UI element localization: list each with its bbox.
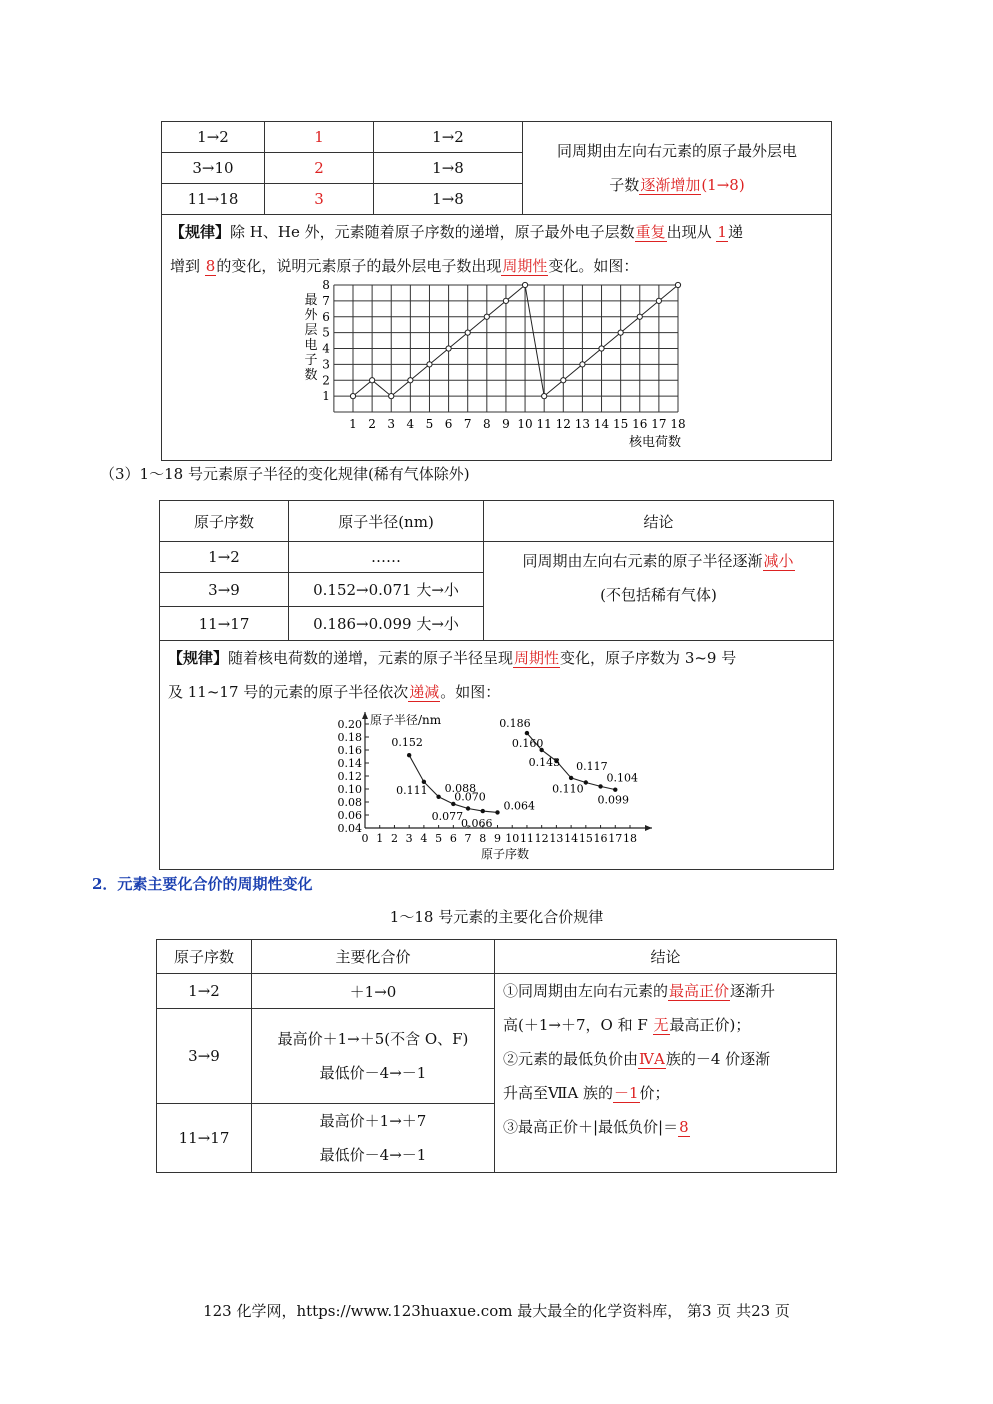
x-tick-label: 15: [578, 832, 593, 845]
table-cell: 11→17: [157, 1104, 252, 1173]
y-tick-label: 0.08: [337, 796, 362, 809]
radius-chart: [330, 710, 670, 865]
data-label: 0.110: [552, 782, 584, 796]
data-point: [484, 314, 489, 319]
x-tick-label: 16: [632, 417, 648, 431]
data-point: [561, 378, 566, 383]
conclusion-cell: 同周期由左向右元素的原子半径逐渐减小 (不包括稀有气体): [484, 542, 834, 641]
table-cell: 最高价＋1→＋7 最低价－4→－1: [252, 1104, 495, 1173]
table-cell: 3: [265, 184, 374, 215]
data-label: 0.064: [503, 799, 535, 813]
y-tick-label: 3: [322, 357, 330, 372]
data-label: 0.111: [396, 783, 428, 797]
data-label: 0.117: [576, 759, 608, 773]
x-tick-label: 10: [517, 417, 533, 431]
conclusion-cell: 同周期由左向右元素的原子最外层电 子数逐渐增加(1→8): [523, 122, 832, 215]
data-point: [427, 362, 432, 367]
x-axis-arrow: [645, 825, 652, 831]
data-point: [466, 806, 470, 810]
table-cell: 11→18: [162, 184, 265, 215]
x-tick-label: 12: [534, 832, 549, 845]
table-header: 原子序数: [160, 501, 289, 542]
x-tick-label: 6: [449, 832, 457, 845]
x-tick-label: 9: [502, 417, 510, 431]
data-label: 0.160: [511, 737, 544, 750]
x-tick-label: 10: [505, 832, 520, 845]
table-cell: 1→2: [160, 542, 289, 573]
data-label: 0.143: [528, 756, 561, 770]
x-tick-label: 8: [479, 832, 487, 845]
table-cell: 0.186→0.099 大→小: [289, 607, 484, 641]
table-cell: 1→8: [374, 184, 523, 215]
table-cell: ……: [289, 542, 484, 573]
data-point: [637, 314, 642, 319]
data-point: [675, 282, 680, 287]
x-tick-label: 5: [435, 832, 443, 845]
data-point: [598, 784, 602, 788]
x-tick-label: 1: [349, 417, 357, 431]
chart-ylabel: 原子半径/nm: [370, 713, 442, 727]
y-axis-arrow: [362, 712, 368, 719]
chart-ylabel: 最外层电子数: [304, 293, 318, 383]
data-point: [525, 731, 529, 735]
y-tick-label: 0.12: [337, 770, 362, 783]
x-tick-label: 0: [361, 832, 369, 845]
data-label: 0.152: [391, 736, 423, 750]
data-point: [436, 795, 440, 799]
data-point: [584, 780, 588, 784]
table-cell: 3→9: [157, 1009, 252, 1104]
data-point: [481, 809, 485, 813]
data-label: 0.186: [499, 717, 531, 731]
x-tick-label: 2: [390, 832, 398, 845]
x-tick-label: 14: [564, 832, 579, 845]
y-tick-label: 2: [322, 373, 330, 388]
data-point: [599, 346, 604, 351]
table-cell: 1: [265, 122, 374, 153]
y-tick-label: 1: [322, 389, 330, 404]
valence-table: [156, 939, 837, 1173]
data-point: [542, 394, 547, 399]
data-label: 0.088: [444, 781, 477, 795]
table-cell: 1→2: [162, 122, 265, 153]
data-label: 0.099: [597, 793, 630, 807]
data-label: 0.070: [454, 790, 486, 804]
data-point: [407, 753, 411, 757]
electron-chart: [295, 280, 695, 455]
data-label: 0.066: [461, 817, 493, 831]
data-point: [495, 810, 499, 814]
data-point: [613, 787, 617, 791]
y-tick-label: 6: [322, 309, 330, 324]
y-tick-label: 0.16: [337, 744, 362, 757]
y-tick-label: 7: [322, 293, 330, 308]
y-tick-label: 0.14: [337, 757, 362, 770]
y-tick-label: 8: [322, 280, 330, 292]
table-header: 结论: [495, 940, 837, 974]
x-tick-label: 14: [593, 417, 610, 431]
x-tick-label: 8: [483, 417, 491, 431]
x-tick-label: 1: [376, 832, 384, 845]
y-tick-label: 0.04: [337, 822, 362, 835]
x-tick-label: 17: [651, 417, 667, 431]
y-tick-label: 0.10: [337, 783, 362, 796]
x-tick-label: 17: [608, 832, 623, 845]
x-tick-label: 2: [368, 417, 376, 431]
table-cell: 11→17: [160, 607, 289, 641]
table-cell: 最高价＋1→＋5(不含 O、F) 最低价－4→－1: [252, 1009, 495, 1104]
section-title: （3）1～18 号元素原子半径的变化规律(稀有气体除外): [100, 465, 470, 483]
data-point: [465, 330, 470, 335]
table-header: 原子序数: [157, 940, 252, 974]
table-cell: 3→10: [162, 153, 265, 184]
data-point: [446, 346, 451, 351]
rule-cell: 【规律】除 H、He 外，元素随着原子序数的递增，原子最外电子层数重复出现从 1递 增到 8的变化，说明元素原子的最外层电子数出现周期性变化。如图：: [162, 215, 832, 461]
y-tick-label: 0.18: [337, 731, 362, 744]
x-tick-label: 16: [593, 832, 608, 845]
x-tick-label: 7: [464, 832, 472, 845]
table-cell: 3→9: [160, 573, 289, 607]
data-label: 0.104: [606, 771, 639, 785]
x-tick-label: 7: [463, 417, 472, 431]
data-point: [408, 378, 413, 383]
table-caption: 1～18 号元素的主要化合价规律: [389, 908, 604, 926]
data-point: [503, 298, 508, 303]
x-tick-label: 5: [425, 417, 434, 431]
table-cell: ＋1→0: [252, 974, 495, 1009]
section-heading: 2．元素主要化合价的周期性变化: [92, 875, 313, 893]
page-footer: 123 化学网，https://www.123huaxue.com 最大最全的化学资料库， 第3 页 共23 页: [203, 1302, 790, 1320]
data-point: [522, 282, 527, 287]
x-tick-label: 4: [420, 832, 428, 845]
table-cell: 2: [265, 153, 374, 184]
y-tick-label: 0.20: [337, 718, 362, 731]
chart-xlabel: 原子序数: [480, 847, 530, 861]
x-tick-label: 12: [555, 417, 571, 431]
table-header: 原子半径(nm): [289, 501, 484, 542]
x-tick-label: 15: [613, 417, 629, 431]
rule-cell: 【规律】随着核电荷数的递增，元素的原子半径呈现周期性变化，原子序数为 3~9 号 及 11~17 号的元素的原子半径依次递减。如图：: [160, 641, 834, 870]
x-tick-label: 18: [670, 417, 686, 431]
y-tick-label: 5: [322, 325, 330, 340]
data-point: [370, 378, 375, 383]
x-tick-label: 18: [623, 832, 637, 845]
data-point: [389, 394, 394, 399]
conclusion-cell: ①同周期由左向右元素的最高正价逐渐升 高(＋1→＋7，O 和 F 无最高正价)； ②元素的最低负价由ⅣA族的－4 价逐渐 升高至ⅦA 族的－1价； ③最高正价＋|最低负价|＝8: [495, 974, 837, 1173]
data-point: [569, 776, 573, 780]
chart-xlabel: 核电荷数: [628, 435, 682, 450]
x-tick-label: 11: [519, 832, 534, 845]
x-tick-label: 13: [549, 832, 564, 845]
data-point: [580, 362, 585, 367]
x-tick-label: 9: [494, 832, 501, 845]
table-cell: 1→2: [374, 122, 523, 153]
data-line: [353, 285, 678, 396]
y-tick-label: 0.06: [337, 809, 362, 822]
x-tick-label: 4: [406, 417, 415, 431]
x-tick-label: 3: [405, 832, 413, 845]
data-label: 0.077: [431, 809, 464, 823]
y-tick-label: 4: [322, 341, 330, 356]
data-point: [656, 298, 661, 303]
table-header: 主要化合价: [252, 940, 495, 974]
table-cell: 1→8: [374, 153, 523, 184]
table-cell: 1→2: [157, 974, 252, 1009]
table-cell: 0.152→0.071 大→小: [289, 573, 484, 607]
table-header: 结论: [484, 501, 834, 542]
data-point: [618, 330, 623, 335]
x-tick-label: 13: [574, 417, 591, 431]
x-tick-label: 6: [444, 417, 453, 431]
x-tick-label: 11: [536, 417, 552, 431]
data-point: [350, 394, 355, 399]
x-tick-label: 3: [387, 417, 396, 431]
